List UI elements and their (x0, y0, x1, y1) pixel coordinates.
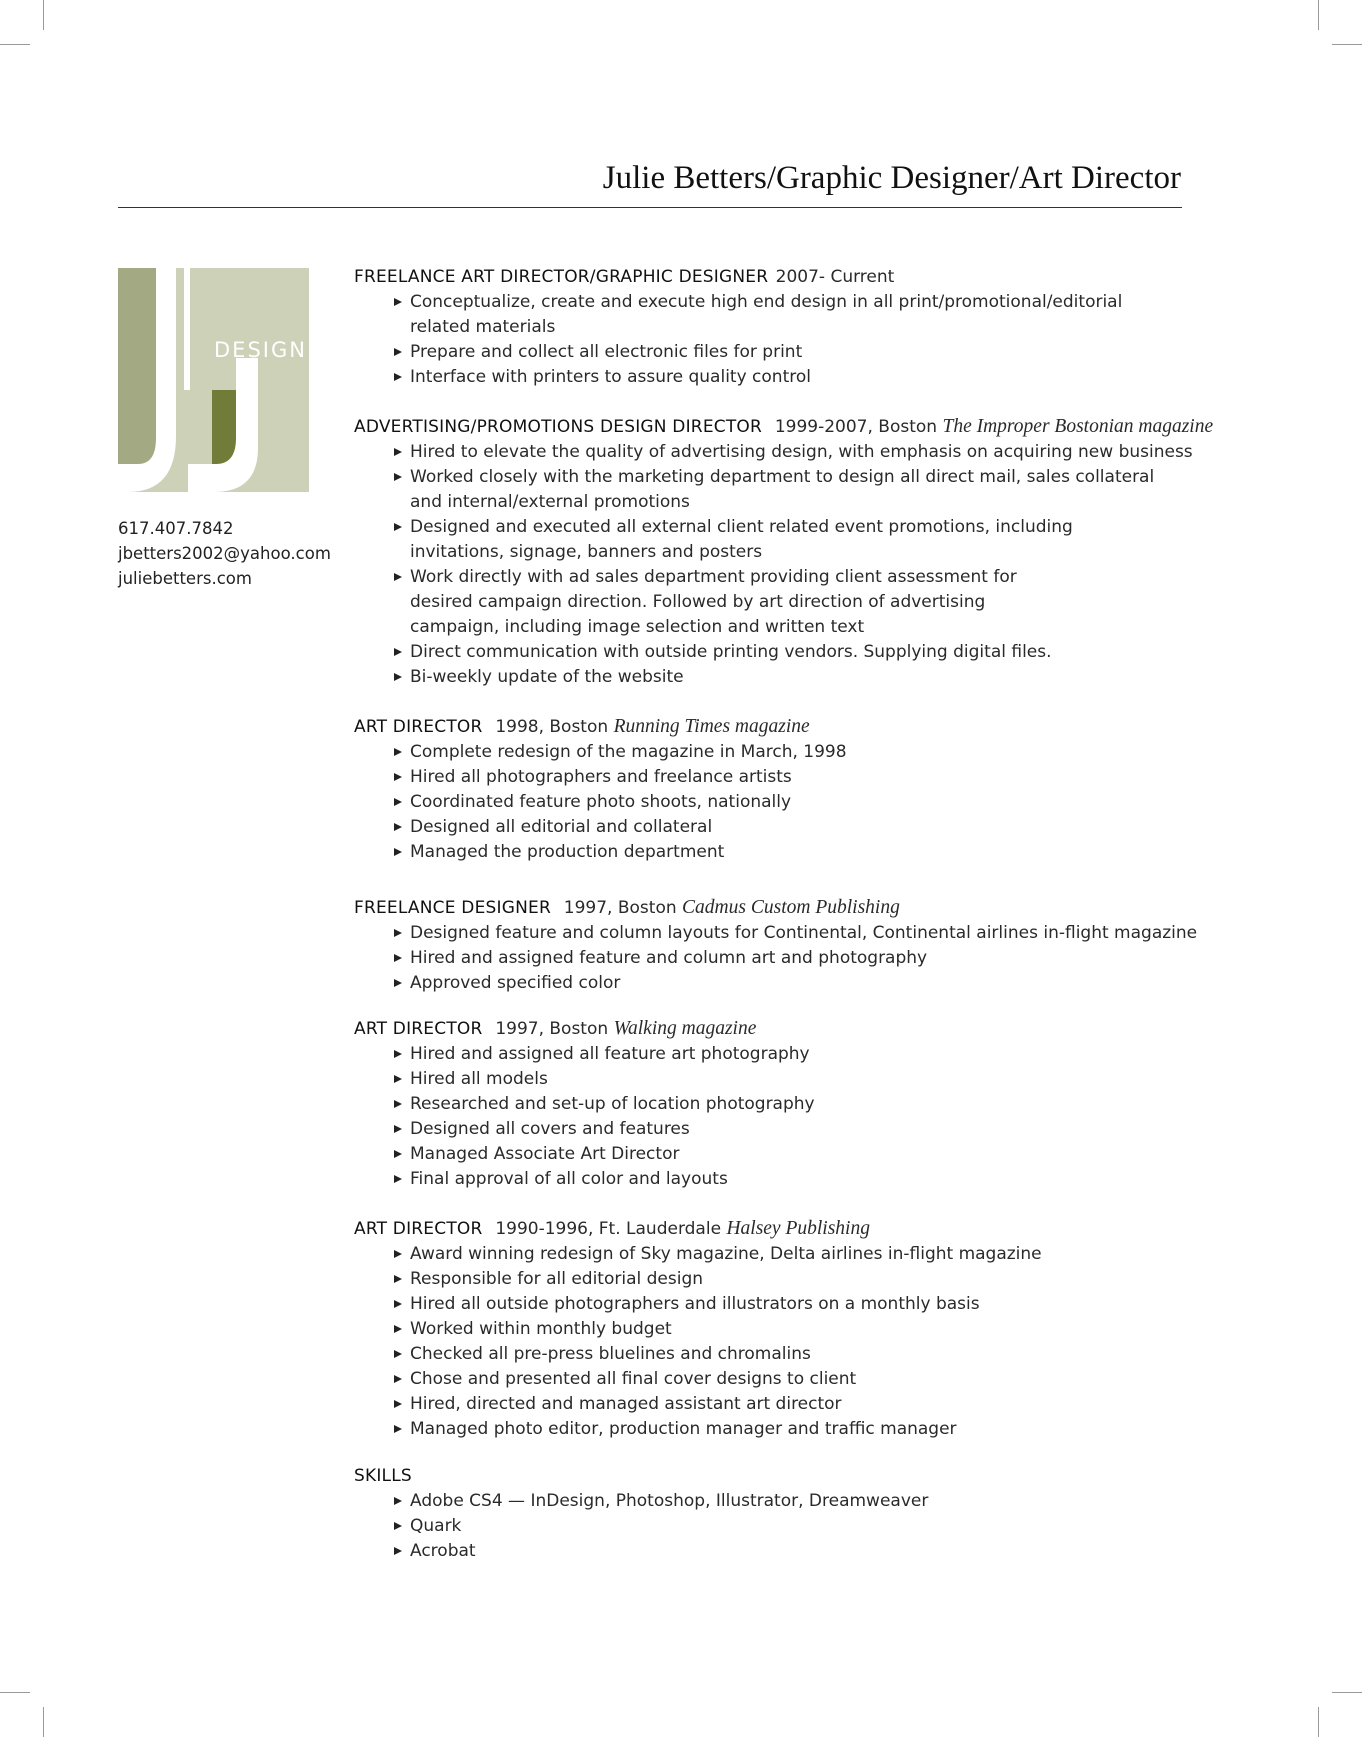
skills-section (354, 1464, 1244, 1564)
list-item: Worked closely with the marketing department to design all direct mail, sales collateral and internal/external promotions (394, 465, 1190, 515)
crop-mark (0, 1692, 30, 1693)
section-heading (354, 1216, 1244, 1242)
list-item: Checked all pre-press bluelines and chromalins (394, 1342, 1244, 1367)
job-meta: 1990-1996, Ft. Lauderdale (495, 1219, 722, 1239)
list-item: Direct communication with outside printing vendors. Supplying digital files. (394, 640, 1244, 665)
job-meta: 1998, Boston (495, 717, 609, 737)
bullet-list (354, 1242, 1244, 1442)
bullet-list (354, 921, 1244, 996)
list-item: Bi-weekly update of the website (394, 665, 1244, 690)
list-item: Chose and presented all final cover designs to client (394, 1367, 1244, 1392)
crop-mark (43, 1707, 44, 1737)
experience-section (354, 895, 1244, 996)
page-title: Julie Betters/Graphic Designer/Art Director (602, 160, 1181, 196)
crop-mark (1332, 1692, 1362, 1693)
logo-design-text: DESIGN (214, 338, 307, 362)
section-heading (354, 414, 1244, 440)
crop-mark (1332, 44, 1362, 45)
list-item: Prepare and collect all electronic files for print (394, 340, 1244, 365)
jb-design-logo (118, 268, 309, 492)
list-item: Managed the production department (394, 840, 1244, 865)
list-item: Coordinated feature photo shoots, nationally (394, 790, 1244, 815)
list-item: Designed all covers and features (394, 1117, 1244, 1142)
list-item: Hired all models (394, 1067, 1244, 1092)
list-item: Conceptualize, create and execute high end design in all print/promotional/editorial related materials (394, 290, 1170, 340)
list-item: Hired to elevate the quality of advertising design, with emphasis on acquiring new business (394, 440, 1244, 465)
resume-content (354, 265, 1244, 1564)
logo-letterforms (118, 268, 309, 492)
bullet-list (354, 1042, 1244, 1192)
job-role: ADVERTISING/PROMOTIONS DESIGN DIRECTOR (354, 417, 763, 437)
list-item: Designed and executed all external client related event promotions, including invitations, signage, banners and posters (394, 515, 1170, 565)
phone-number: 617.407.7842 (118, 519, 234, 538)
bullet-list (354, 440, 1244, 690)
list-item: Hired all photographers and freelance artists (394, 765, 1244, 790)
title-rule (118, 207, 1182, 208)
publication-name: Walking magazine (613, 1018, 757, 1039)
list-item: Quark (394, 1514, 1244, 1539)
job-role: ART DIRECTOR (354, 1019, 483, 1039)
job-role: ART DIRECTOR (354, 717, 483, 737)
section-heading (354, 265, 1244, 290)
experience-section (354, 1016, 1244, 1192)
section-heading (354, 714, 1244, 740)
publication-name: Halsey Publishing (726, 1218, 870, 1239)
list-item: Complete redesign of the magazine in March, 1998 (394, 740, 1244, 765)
bullet-list (354, 290, 1244, 390)
section-heading (354, 895, 1244, 921)
job-role: FREELANCE ART DIRECTOR/GRAPHIC DESIGNER (354, 267, 769, 287)
job-meta: 1999-2007, Boston (774, 417, 938, 437)
experience-section (354, 1216, 1244, 1442)
crop-mark (0, 44, 30, 45)
experience-section (354, 714, 1244, 865)
skills-heading: SKILLS (354, 1466, 412, 1486)
list-item: Acrobat (394, 1539, 1244, 1564)
list-item: Hired all outside photographers and illustrators on a monthly basis (394, 1292, 1244, 1317)
list-item: Managed Associate Art Director (394, 1142, 1244, 1167)
publication-name: Running Times magazine (613, 716, 810, 737)
crop-mark (1318, 0, 1319, 30)
list-item: Final approval of all color and layouts (394, 1167, 1244, 1192)
job-meta: 1997, Boston (495, 1019, 609, 1039)
list-item: Worked within monthly budget (394, 1317, 1244, 1342)
experience-section (354, 414, 1244, 690)
publication-name: The Improper Bostonian magazine (942, 416, 1214, 437)
list-item: Hired and assigned all feature art photography (394, 1042, 1244, 1067)
job-meta: 1997, Boston (563, 898, 677, 918)
bullet-list (354, 1489, 1244, 1564)
job-role: FREELANCE DESIGNER (354, 898, 551, 918)
list-item: Designed all editorial and collateral (394, 815, 1244, 840)
list-item: Interface with printers to assure quality control (394, 365, 1244, 390)
contact-block (118, 516, 331, 591)
list-item: Responsible for all editorial design (394, 1267, 1244, 1292)
list-item: Award winning redesign of Sky magazine, Delta airlines in-flight magazine (394, 1242, 1244, 1267)
experience-section (354, 265, 1244, 390)
website-link[interactable]: juliebetters.com (118, 569, 252, 588)
publication-name: Cadmus Custom Publishing (682, 897, 900, 918)
section-heading (354, 1464, 1244, 1489)
job-role: ART DIRECTOR (354, 1219, 483, 1239)
list-item: Adobe CS4 — InDesign, Photoshop, Illustrator, Dreamweaver (394, 1489, 1244, 1514)
crop-mark (43, 0, 44, 30)
list-item: Hired and assigned feature and column art and photography (394, 946, 1244, 971)
email-link[interactable]: jbetters2002@yahoo.com (118, 544, 331, 563)
list-item: Researched and set-up of location photography (394, 1092, 1244, 1117)
section-heading (354, 1016, 1244, 1042)
crop-mark (1318, 1707, 1319, 1737)
job-meta: 2007- Current (775, 267, 895, 287)
list-item: Approved specified color (394, 971, 1244, 996)
list-item: Designed feature and column layouts for Continental, Continental airlines in-flight magazine (394, 921, 1244, 946)
list-item: Hired, directed and managed assistant art director (394, 1392, 1244, 1417)
list-item: Managed photo editor, production manager and traffic manager (394, 1417, 1244, 1442)
bullet-list (354, 740, 1244, 865)
list-item: Work directly with ad sales department providing client assessment for desired campaign direction. Followed by art direction of advertising campaign, including image selection and written text (394, 565, 1050, 640)
